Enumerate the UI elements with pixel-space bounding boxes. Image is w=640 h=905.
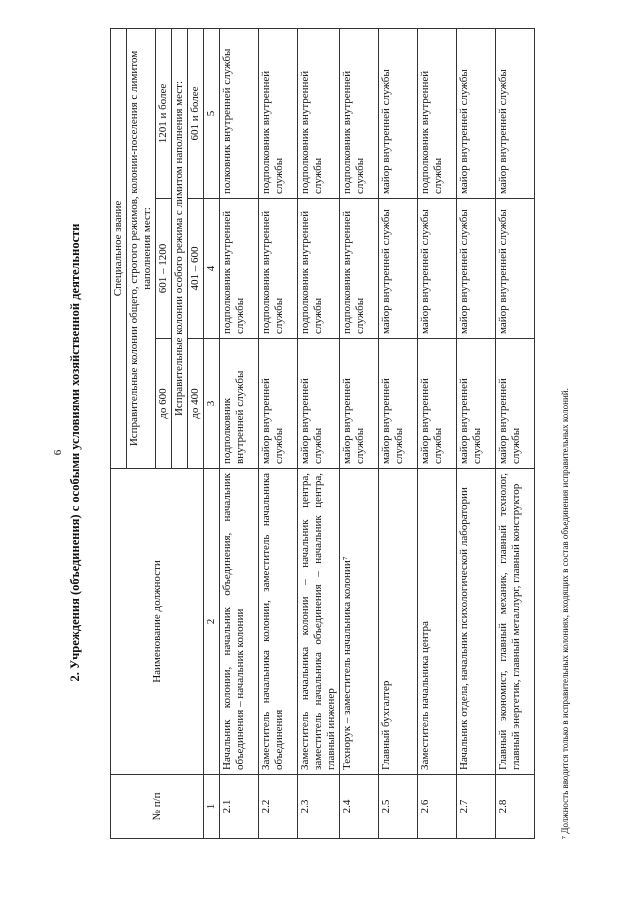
table-row bbox=[340, 28, 379, 838]
table-row bbox=[220, 28, 259, 838]
header-group1-col: до 600 bbox=[156, 339, 172, 469]
rank-cell: подполковник внутренней службы bbox=[259, 28, 298, 198]
table-row bbox=[457, 28, 496, 838]
header-position: Наименование должности bbox=[111, 469, 204, 775]
rank-cell: полковник внутренней службы bbox=[220, 28, 259, 198]
row-number: 2.7 bbox=[457, 775, 496, 839]
row-number: 2.5 bbox=[379, 775, 418, 839]
col-number: 4 bbox=[204, 199, 220, 339]
table-row bbox=[259, 28, 298, 838]
rank-cell: майор внутренней службы bbox=[379, 339, 418, 469]
header-group2-col: 601 и более bbox=[188, 28, 204, 198]
table-row bbox=[496, 28, 535, 838]
rank-cell: подполковник внутренней службы bbox=[298, 28, 340, 198]
rank-cell: майор внутренней службы bbox=[418, 339, 457, 469]
rank-cell: подполковник внутренней службы bbox=[220, 199, 259, 339]
rank-cell: подполковник внутренней службы bbox=[418, 28, 457, 198]
rank-cell: подполковник внутренней службы bbox=[298, 199, 340, 339]
rank-cell: подполковник внутренней службы bbox=[259, 199, 298, 339]
rank-cell: майор внутренней службы bbox=[259, 339, 298, 469]
rank-cell: подполковник внутренней службы bbox=[220, 339, 259, 469]
rank-cell: майор внутренней службы bbox=[379, 28, 418, 198]
rank-cell: майор внутренней службы bbox=[457, 28, 496, 198]
position-name: Заместитель начальника центра bbox=[418, 469, 457, 775]
header-num: № п/п bbox=[111, 775, 204, 839]
rank-cell: подполковник внутренней службы bbox=[340, 199, 379, 339]
col-number: 2 bbox=[204, 469, 220, 775]
row-number: 2.8 bbox=[496, 775, 535, 839]
rank-cell: майор внутренней службы bbox=[457, 339, 496, 469]
position-name: Заместитель начальника колонии – начальник центра, заместитель начальника объединения – начальник центра, главный инженер bbox=[298, 469, 340, 775]
col-number: 3 bbox=[204, 339, 220, 469]
col-number: 5 bbox=[204, 28, 220, 198]
table-row bbox=[298, 28, 340, 838]
rank-cell: майор внутренней службы bbox=[298, 339, 340, 469]
position-name: Заместитель начальника колонии, заместитель начальника объединения bbox=[259, 469, 298, 775]
rank-cell: майор внутренней службы bbox=[418, 199, 457, 339]
ranks-table bbox=[110, 28, 535, 839]
position-name: Начальник отдела, начальник психологической лаборатории bbox=[457, 469, 496, 775]
header-group2-col: до 400 bbox=[188, 339, 204, 469]
row-number: 2.1 bbox=[220, 775, 259, 839]
header-rank: Специальное звание bbox=[111, 28, 127, 468]
header-group1: Исправительные колонии общего, строгого режимов, колонии-поселения с лимитом наполнения мест: bbox=[127, 28, 156, 468]
row-number: 2.3 bbox=[298, 775, 340, 839]
header-group2-col: 401 – 600 bbox=[188, 199, 204, 339]
col-number: 1 bbox=[204, 775, 220, 839]
rank-cell: майор внутренней службы bbox=[496, 28, 535, 198]
rank-cell: майор внутренней службы bbox=[496, 339, 535, 469]
position-name: Главный бухгалтер bbox=[379, 469, 418, 775]
section-title: 2. Учреждения (объединения) с особыми условиями хозяйственной деятельности bbox=[68, 223, 82, 682]
footnote: ⁷ Должность вводится только в исправительных колониях, входящих в состав объединения исправительных колоний. bbox=[560, 388, 570, 839]
rank-cell: майор внутренней службы bbox=[496, 199, 535, 339]
table-row bbox=[418, 28, 457, 838]
row-number: 2.6 bbox=[418, 775, 457, 839]
row-number: 2.2 bbox=[259, 775, 298, 839]
position-name: Главный экономист, главный механик, главный технолог, главный энергетик, главный металлург, главный конструктор bbox=[496, 469, 535, 775]
rank-cell: майор внутренней службы bbox=[457, 199, 496, 339]
position-name: Технорук – заместитель начальника колонии⁷ bbox=[340, 469, 379, 775]
row-number: 2.4 bbox=[340, 775, 379, 839]
table-row bbox=[379, 28, 418, 838]
rank-cell: подполковник внутренней службы bbox=[340, 28, 379, 198]
header-group1-col: 1201 и более bbox=[156, 28, 172, 198]
rank-cell: майор внутренней службы bbox=[379, 199, 418, 339]
page-number: 6 bbox=[52, 449, 64, 456]
rank-cell: майор внутренней службы bbox=[340, 339, 379, 469]
header-group2: Исправительные колонии особого режима с лимитом наполнения мест: bbox=[172, 28, 188, 468]
position-name: Начальник колонии, начальник объединения, начальник объединения – начальник колонии bbox=[220, 469, 259, 775]
header-group1-col: 601 – 1200 bbox=[156, 199, 172, 339]
